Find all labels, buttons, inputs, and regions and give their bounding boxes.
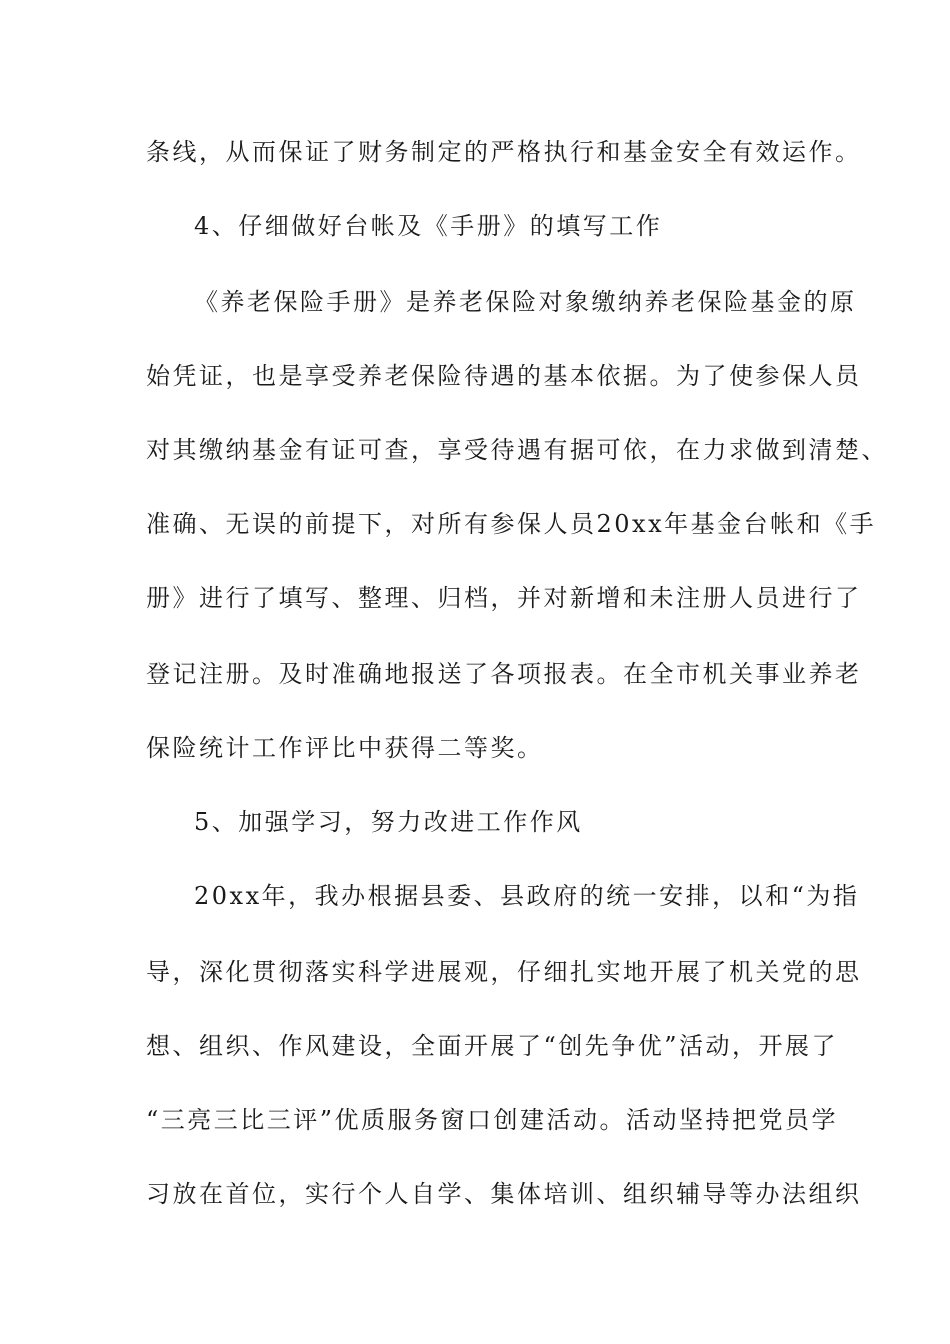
- paragraph-line: 《养老保险手册》是养老保险对象缴纳养老保险基金的原: [194, 288, 857, 316]
- paragraph-line: 20xx年，我办根据县委、县政府的统一安排，以和“为指: [194, 882, 860, 910]
- section-heading: 4、仔细做好台帐及《手册》的填写工作: [194, 212, 663, 240]
- paragraph-line: 保险统计工作评比中获得二等奖。: [146, 734, 544, 762]
- paragraph-line: 想、组织、作风建设，全面开展了“创先争优”活动，开展了: [146, 1032, 839, 1060]
- paragraph-line: 习放在首位，实行个人自学、集体培训、组织辅导等办法组织: [146, 1180, 862, 1208]
- paragraph-line: 条线，从而保证了财务制定的严格执行和基金安全有效运作。: [146, 138, 862, 166]
- paragraph-line: 册》进行了填写、整理、归档，并对新增和未注册人员进行了: [146, 584, 862, 612]
- paragraph-line: 始凭证，也是享受养老保险待遇的基本依据。为了使参保人员: [146, 362, 862, 390]
- paragraph-line: 准确、无误的前提下，对所有参保人员20xx年基金台帐和《手: [146, 510, 877, 538]
- paragraph-line: “三亮三比三评”优质服务窗口创建活动。活动坚持把党员学: [146, 1106, 839, 1134]
- section-heading: 5、加强学习，努力改进工作作风: [194, 808, 583, 836]
- paragraph-line: 登记注册。及时准确地报送了各项报表。在全市机关事业养老: [146, 660, 862, 688]
- paragraph-line: 对其缴纳基金有证可查，享受待遇有据可依，在力求做到清楚、: [146, 436, 888, 464]
- paragraph-line: 导，深化贯彻落实科学进展观，仔细扎实地开展了机关党的思: [146, 958, 862, 986]
